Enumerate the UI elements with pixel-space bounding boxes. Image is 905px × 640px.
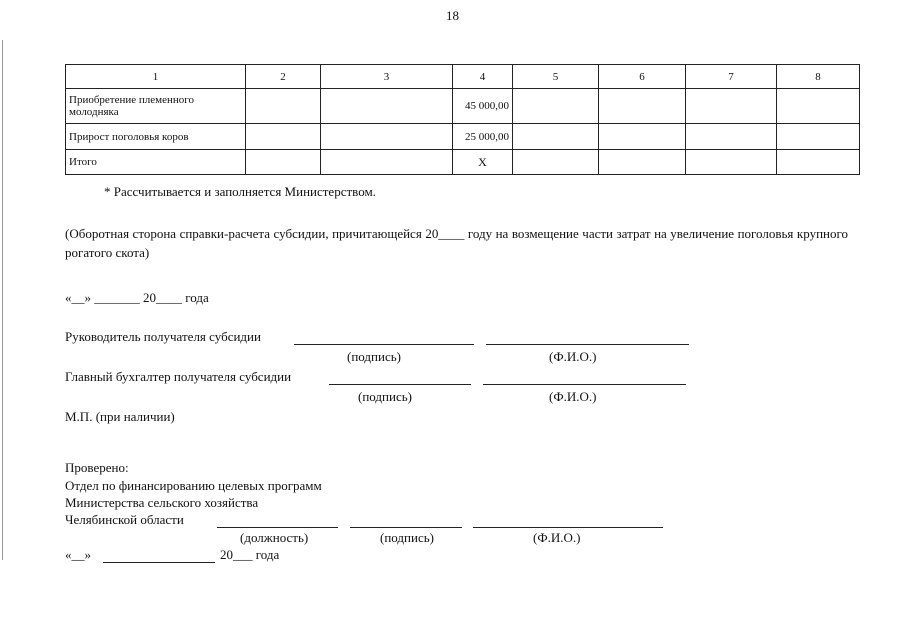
- department-line-3: Челябинской области: [65, 512, 184, 527]
- table-cell: [599, 150, 686, 175]
- head-name-line: [486, 344, 689, 345]
- signature-caption: (подпись): [380, 530, 434, 545]
- table-cell: [777, 150, 860, 175]
- table-cell: [686, 124, 777, 150]
- row-label: Приобретение племенного молодняка: [66, 89, 246, 124]
- page-number: 18: [446, 8, 459, 23]
- table-cell: [686, 150, 777, 175]
- table-cell: [599, 124, 686, 150]
- table-cell: [246, 150, 321, 175]
- signature-caption: (подпись): [358, 389, 412, 404]
- column-header: 1: [66, 65, 246, 89]
- row-label: Прирост поголовья коров: [66, 124, 246, 150]
- date-line: «__» _______ 20____ года: [65, 290, 209, 305]
- signature-caption: (подпись): [347, 349, 401, 364]
- accountant-signature-line: [329, 384, 471, 385]
- column-header: 8: [777, 65, 860, 89]
- column-header: 3: [321, 65, 453, 89]
- table-row: [66, 89, 860, 124]
- name-caption: (Ф.И.О.): [549, 389, 597, 404]
- head-signature-line: [294, 344, 474, 345]
- table-row: [66, 124, 860, 150]
- table-row-total: [66, 150, 860, 175]
- amount-cell: 45 000,00: [453, 89, 513, 124]
- table-cell: [513, 124, 599, 150]
- table-header-row: [66, 65, 860, 89]
- table-cell: [686, 89, 777, 124]
- page-edge-line: [2, 40, 3, 560]
- table-cell: [246, 124, 321, 150]
- subsidy-table: [65, 64, 860, 175]
- table-cell: [513, 89, 599, 124]
- position-caption: (должность): [240, 530, 309, 545]
- verification-date-line: [103, 562, 215, 563]
- verifier-name-line: [473, 527, 663, 528]
- name-caption: (Ф.И.О.): [533, 530, 581, 545]
- accountant-name-line: [483, 384, 686, 385]
- table-cell: [513, 150, 599, 175]
- table-cell: [321, 89, 453, 124]
- table-cell: [777, 124, 860, 150]
- footnote: * Рассчитывается и заполняется Министерством.: [104, 184, 376, 199]
- verification-date-year: 20___ года: [220, 547, 280, 562]
- name-caption: (Ф.И.О.): [549, 349, 597, 364]
- verification-heading: Проверено:: [65, 460, 129, 475]
- column-header: 4: [453, 65, 513, 89]
- column-header: 7: [686, 65, 777, 89]
- accountant-signatory-label: Главный бухгалтер получателя субсидии: [65, 369, 292, 384]
- total-marker-cell: Х: [453, 150, 513, 175]
- table-cell: [777, 89, 860, 124]
- position-line: [217, 527, 338, 528]
- table-cell: [321, 124, 453, 150]
- amount-cell: 25 000,00: [453, 124, 513, 150]
- reverse-side-note: (Оборотная сторона справки-расчета субсидии, причитающейся 20____ году на возмещение части затрат на увеличение поголовья крупного рогатого скота): [65, 226, 848, 260]
- verifier-signature-line: [350, 527, 462, 528]
- row-label: Итого: [66, 150, 246, 175]
- table-cell: [246, 89, 321, 124]
- seal-note: М.П. (при наличии): [65, 409, 175, 424]
- table-cell: [321, 150, 453, 175]
- head-signatory-label: Руководитель получателя субсидии: [65, 329, 261, 344]
- column-header: 5: [513, 65, 599, 89]
- verification-date-open: «__»: [65, 547, 91, 562]
- column-header: 6: [599, 65, 686, 89]
- table-cell: [599, 89, 686, 124]
- column-header: 2: [246, 65, 321, 89]
- department-line-2: Министерства сельского хозяйства: [65, 495, 259, 510]
- department-line-1: Отдел по финансированию целевых программ: [65, 478, 322, 493]
